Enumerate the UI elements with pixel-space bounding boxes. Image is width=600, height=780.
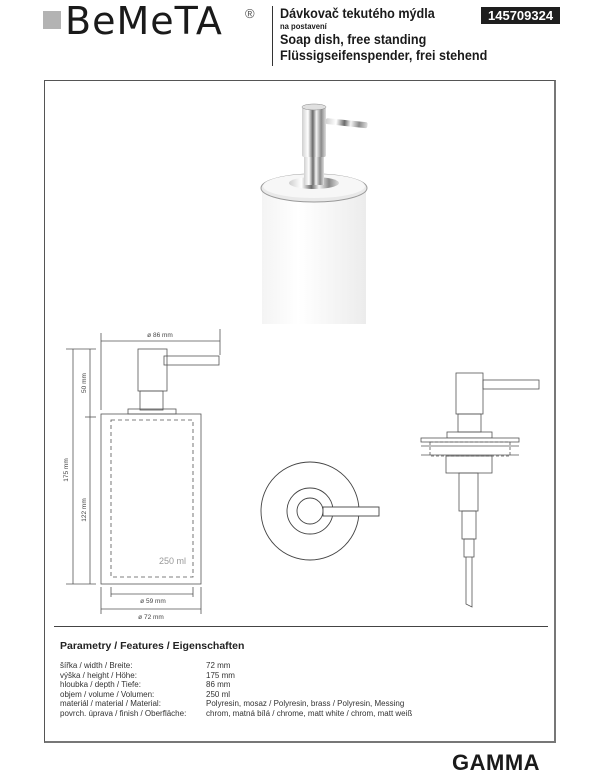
dim-overall-depth: ø 86 mm bbox=[147, 332, 173, 339]
feature-value: 72 mm bbox=[206, 661, 231, 670]
dim-outer-diameter: ø 72 mm bbox=[138, 614, 164, 621]
product-photo bbox=[261, 104, 368, 324]
brand-name: BeMeTA bbox=[65, 0, 223, 43]
title-english: Soap dish, free standing bbox=[280, 31, 427, 47]
subtitle-czech: na postavení bbox=[280, 21, 327, 31]
features-table bbox=[60, 661, 412, 718]
volume-label: 250 ml bbox=[158, 556, 186, 566]
dim-inner-diameter: ø 59 mm bbox=[140, 598, 166, 605]
feature-label: hloubka / depth / Tiefe: bbox=[60, 680, 141, 689]
dim-pump-height: 50 mm bbox=[81, 373, 88, 393]
feature-label: objem / volume / Volumen: bbox=[60, 689, 155, 699]
registered-mark: ® bbox=[245, 6, 255, 21]
title-german: Flüssigseifenspender, frei stehend bbox=[280, 47, 488, 63]
side-elevation bbox=[66, 329, 220, 614]
feature-value: chrom, matná bílá / chrome, matt white / chrom, matt weiß bbox=[206, 708, 413, 718]
feature-value: 175 mm bbox=[206, 670, 235, 680]
feature-label: materiál / material / Material: bbox=[60, 699, 161, 708]
feature-value: 250 ml bbox=[206, 689, 231, 699]
dim-total-height: 175 mm bbox=[63, 458, 70, 482]
dim-body-height: 122 mm bbox=[81, 498, 88, 522]
product-code-badge: 145709324 bbox=[481, 7, 560, 24]
feature-row-material bbox=[60, 699, 412, 709]
feature-row-depth bbox=[60, 680, 412, 690]
feature-value: Polyresin, mosaz / Polyresin, brass / Polyresin, Messing bbox=[206, 699, 405, 708]
collection-name: GAMMA bbox=[452, 750, 541, 775]
features-title: Parametry / Features / Eigenschaften bbox=[60, 640, 245, 652]
feature-row-width bbox=[60, 661, 412, 671]
feature-label: šířka / width / Breite: bbox=[60, 661, 133, 670]
feature-value: 86 mm bbox=[206, 680, 231, 689]
feature-label: povrch. úprava / finish / Oberfläche: bbox=[60, 708, 187, 718]
pump-mechanism-view bbox=[421, 373, 539, 607]
feature-label: výška / height / Höhe: bbox=[60, 670, 137, 680]
top-view bbox=[261, 462, 379, 560]
section-divider bbox=[54, 626, 548, 627]
feature-row-height bbox=[60, 671, 412, 681]
title-czech: Dávkovač tekutého mýdla bbox=[280, 5, 435, 21]
feature-row-finish bbox=[60, 709, 412, 719]
feature-row-volume bbox=[60, 690, 412, 700]
